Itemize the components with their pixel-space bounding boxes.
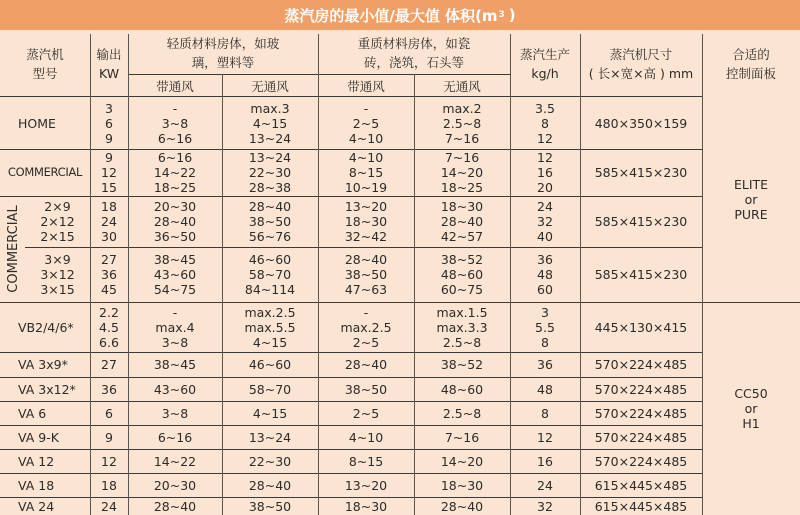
output-cell-line: 36 <box>101 267 117 282</box>
steam-cell-line: 12 <box>537 150 553 165</box>
light-novent-cell-line: 28~38 <box>248 180 292 195</box>
dimensions-cell <box>580 377 702 401</box>
header-output <box>90 34 128 94</box>
output-cell-line: 6 <box>105 405 113 421</box>
title-superscript: 3 <box>498 10 505 20</box>
heavy-novent-cell-line: 2.5~8 <box>442 334 482 350</box>
output-cell-line: 18 <box>101 199 117 214</box>
light-vent-cell <box>128 449 222 473</box>
output-cell <box>90 196 128 247</box>
heavy-vent-cell-line: max.2.5 <box>340 319 392 335</box>
header-control-panel <box>702 34 800 94</box>
heavy-novent-cell-line: 2.5~8 <box>442 405 482 421</box>
header-control-panel-line: 控制面板 <box>725 66 776 81</box>
steam-cell <box>510 149 580 196</box>
steam-cell-line: 8 <box>541 115 549 131</box>
dimensions-cell-line: 615×445×485 <box>594 498 688 514</box>
heavy-vent-cell-line: 4~10 <box>348 429 384 445</box>
light-vent-cell-line: - <box>172 304 178 320</box>
model-cell-line: COMMERCIAL <box>7 165 83 179</box>
dimensions-cell <box>580 97 702 149</box>
dimensions-cell <box>580 149 702 196</box>
heavy-novent-cell-line: 7~16 <box>444 150 480 165</box>
light-novent-cell <box>222 149 318 196</box>
output-cell <box>90 149 128 196</box>
light-novent-cell <box>222 302 318 352</box>
header-output-line: 输出 <box>96 47 122 62</box>
output-cell-line: 30 <box>101 229 117 244</box>
light-vent-cell <box>128 196 222 247</box>
model-cell <box>0 149 90 196</box>
light-vent-cell-line: 14~22 <box>153 453 197 469</box>
model-cell <box>25 247 90 302</box>
header-heavy-material-line: 砖，浇筑，石头等 <box>363 55 464 70</box>
light-vent-cell-line: 54~75 <box>153 282 197 297</box>
steam-cell-line: 60 <box>537 282 553 297</box>
steam-cell-line: 36 <box>537 252 553 267</box>
heavy-vent-cell <box>318 247 414 302</box>
dimensions-cell <box>580 196 702 247</box>
dimensions-cell <box>580 449 702 473</box>
header-light-material <box>128 34 318 72</box>
light-novent-cell <box>222 497 318 515</box>
heavy-vent-cell-line: 13~20 <box>344 199 388 214</box>
light-vent-cell <box>128 425 222 449</box>
commercial-vertical-label: COMMERCIAL <box>6 205 21 293</box>
heavy-novent-cell <box>414 352 510 377</box>
light-vent-cell-line: 43~60 <box>153 381 197 397</box>
light-vent-cell <box>128 97 222 149</box>
heavy-vent-cell-line: 8~15 <box>348 165 384 180</box>
light-vent-cell-line: 6~16 <box>157 150 193 165</box>
light-novent-cell-line: 4~15 <box>252 405 288 421</box>
light-novent-cell-line: 28~40 <box>248 199 292 214</box>
heavy-novent-cell <box>414 247 510 302</box>
header-subdivider <box>128 74 510 75</box>
title-close: ) <box>508 6 516 24</box>
dimensions-cell <box>580 425 702 449</box>
light-novent-cell-line: 46~60 <box>248 252 292 267</box>
steam-cell <box>510 97 580 149</box>
column-divider <box>702 34 703 515</box>
dimensions-cell <box>580 473 702 497</box>
heavy-novent-cell-line: 48~60 <box>440 267 484 282</box>
model-cell-line: VB2/4/6* <box>18 319 74 335</box>
model-cell-line: VA 18 <box>18 477 55 493</box>
header-heavy-material-line: 重质材料房体，如瓷 <box>357 36 471 51</box>
header-steam-production-line: 蒸汽生产 <box>519 47 570 62</box>
steam-cell-line: 20 <box>537 180 553 195</box>
light-novent-cell-line: 38~50 <box>248 498 292 514</box>
model-cell-line: VA 9-K <box>18 429 59 445</box>
light-novent-cell <box>222 377 318 401</box>
dimensions-cell <box>580 247 702 302</box>
panel-cc50-h1 <box>702 302 800 515</box>
steam-cell <box>510 196 580 247</box>
dimensions-cell-line: 570×224×485 <box>594 453 688 469</box>
light-novent-cell <box>222 247 318 302</box>
model-cell-line: VA 6 <box>18 405 47 421</box>
heavy-vent-cell-line: 28~40 <box>344 252 388 267</box>
heavy-novent-cell-line: max.3.3 <box>436 319 488 335</box>
light-novent-cell-line: 58~70 <box>248 381 292 397</box>
model-cell-line: 3×15 <box>40 282 75 297</box>
heavy-novent-cell <box>414 449 510 473</box>
output-cell <box>90 449 128 473</box>
light-novent-cell-line: 58~70 <box>248 267 292 282</box>
steam-cell-line: 16 <box>537 453 553 469</box>
light-vent-cell <box>128 377 222 401</box>
column-divider <box>580 34 581 515</box>
steam-cell-line: 48 <box>537 381 553 397</box>
heavy-vent-cell <box>318 196 414 247</box>
steam-cell-line: 16 <box>537 165 553 180</box>
output-cell <box>90 352 128 377</box>
dimensions-cell-line: 445×130×415 <box>594 319 688 335</box>
header-control-panel-line: 合适的 <box>732 47 770 62</box>
output-cell-line: 24 <box>101 498 117 514</box>
steam-cell-line: 8 <box>541 334 549 350</box>
heavy-novent-cell-line: 18~30 <box>440 477 484 493</box>
light-novent-cell <box>222 97 318 149</box>
light-vent-cell-line: 36~50 <box>153 229 197 244</box>
heavy-novent-cell-line: 38~52 <box>440 252 484 267</box>
sub-column-divider <box>414 74 415 515</box>
steam-cell <box>510 302 580 352</box>
heavy-vent-cell <box>318 352 414 377</box>
light-novent-cell-line: 84~114 <box>244 282 296 297</box>
panel-elite-pure-line: PURE <box>734 206 768 222</box>
heavy-novent-cell-line: 2.5~8 <box>442 115 482 131</box>
light-novent-cell-line: 4~15 <box>252 115 288 131</box>
heavy-vent-cell <box>318 149 414 196</box>
light-novent-cell <box>222 352 318 377</box>
heavy-vent-cell-line: 2~5 <box>352 334 380 350</box>
heavy-vent-cell-line: - <box>363 304 369 320</box>
light-novent-cell-line: 56~76 <box>248 229 292 244</box>
light-novent-cell-line: 13~24 <box>248 429 292 445</box>
model-cell-line: VA 24 <box>18 498 55 514</box>
heavy-novent-cell-line: 60~75 <box>440 282 484 297</box>
title-text: 蒸汽房的最小值/最大值 体积(m <box>284 6 498 25</box>
output-cell-line: 36 <box>101 381 117 397</box>
steam-cell <box>510 497 580 515</box>
steam-cell-line: 24 <box>537 199 553 214</box>
dimensions-cell <box>580 497 702 515</box>
heavy-novent-cell-line: 18~30 <box>440 199 484 214</box>
model-cell-line: 2×15 <box>40 229 75 244</box>
header-vent-2-line: 带通风 <box>347 78 385 94</box>
header-novent-3 <box>414 76 510 96</box>
heavy-vent-cell <box>318 473 414 497</box>
header-light-material-line: 璃，塑料等 <box>191 55 255 70</box>
light-novent-cell <box>222 449 318 473</box>
steam-cell-line: 5.5 <box>535 319 555 335</box>
heavy-vent-cell-line: 47~63 <box>344 282 388 297</box>
heavy-novent-cell-line: max.2 <box>442 100 482 116</box>
header-dimensions <box>580 34 702 94</box>
header-vent-0-line: 带通风 <box>156 78 194 94</box>
steam-cell-line: 36 <box>537 357 553 372</box>
light-novent-cell <box>222 425 318 449</box>
steam-cell-line: 12 <box>537 429 553 445</box>
sub-column-divider <box>222 74 223 515</box>
heavy-vent-cell <box>318 302 414 352</box>
steam-cell-line: 12 <box>537 130 553 146</box>
output-cell <box>90 497 128 515</box>
steam-cell-line: 40 <box>537 229 553 244</box>
light-novent-cell <box>222 401 318 425</box>
light-vent-cell <box>128 473 222 497</box>
heavy-novent-cell-line: 7~16 <box>444 130 480 146</box>
light-vent-cell-line: 3~8 <box>161 405 189 421</box>
model-cell-line: VA 3x9* <box>18 357 68 372</box>
heavy-vent-cell-line: 8~15 <box>348 453 384 469</box>
dimensions-cell-line: 585×415×230 <box>594 267 688 282</box>
heavy-vent-cell-line: 28~40 <box>344 357 388 372</box>
heavy-vent-cell-line: 32~42 <box>344 229 388 244</box>
model-cell-line: 3×9 <box>44 252 71 267</box>
dimensions-cell-line: 570×224×485 <box>594 357 688 372</box>
steam-cell-line: 48 <box>537 267 553 282</box>
light-vent-cell <box>128 302 222 352</box>
output-cell <box>90 302 128 352</box>
heavy-novent-cell-line: 48~60 <box>440 381 484 397</box>
heavy-novent-cell <box>414 302 510 352</box>
header-dimensions-line: ( 长×宽×高 ) mm <box>588 66 694 81</box>
output-cell-line: 24 <box>101 214 117 229</box>
output-cell-line: 15 <box>101 180 117 195</box>
light-vent-cell <box>128 497 222 515</box>
output-cell-line: 12 <box>101 165 117 180</box>
output-cell <box>90 425 128 449</box>
output-cell-line: 9 <box>105 130 113 146</box>
light-vent-cell <box>128 401 222 425</box>
header-steam-production <box>510 34 580 94</box>
header-output-line: KW <box>98 66 120 81</box>
heavy-vent-cell <box>318 401 414 425</box>
light-vent-cell-line: 28~40 <box>153 498 197 514</box>
light-vent-cell-line: 20~30 <box>153 199 197 214</box>
light-vent-cell-line: 14~22 <box>153 165 197 180</box>
light-vent-cell-line: 6~16 <box>157 130 193 146</box>
column-divider <box>90 34 91 515</box>
output-cell-line: 6.6 <box>99 334 119 350</box>
model-cell <box>25 196 90 247</box>
dimensions-cell <box>580 302 702 352</box>
output-cell-line: 18 <box>101 477 117 493</box>
light-vent-cell <box>128 247 222 302</box>
light-vent-cell-line: 18~25 <box>153 180 197 195</box>
panel-cc50-h1-line: H1 <box>742 416 760 431</box>
steam-cell <box>510 473 580 497</box>
heavy-novent-cell <box>414 97 510 149</box>
light-novent-cell <box>222 473 318 497</box>
heavy-vent-cell-line: 4~10 <box>348 150 384 165</box>
heavy-vent-cell <box>318 97 414 149</box>
dimensions-cell <box>580 401 702 425</box>
heavy-novent-cell-line: 42~57 <box>440 229 484 244</box>
steam-cell <box>510 401 580 425</box>
model-cell-line: VA 12 <box>18 453 55 469</box>
header-model-line: 型号 <box>32 66 58 81</box>
heavy-novent-cell-line: 28~40 <box>440 498 484 514</box>
table-title <box>0 0 800 30</box>
header-novent-1 <box>222 76 318 96</box>
header-dimensions-line: 蒸汽机尺寸 <box>609 47 673 62</box>
light-vent-cell-line: 20~30 <box>153 477 197 493</box>
column-divider <box>128 34 129 515</box>
heavy-novent-cell <box>414 401 510 425</box>
heavy-vent-cell-line: 18~30 <box>344 498 388 514</box>
column-divider <box>510 34 511 515</box>
header-model-line: 蒸汽机 <box>26 47 64 62</box>
light-novent-cell-line: 38~50 <box>248 214 292 229</box>
header-heavy-material <box>318 34 510 72</box>
header-steam-production-line: kg/h <box>531 66 559 81</box>
model-cell-line: 3×12 <box>40 267 75 282</box>
output-cell <box>90 473 128 497</box>
panel-cc50-h1-line: CC50 <box>734 386 768 401</box>
heavy-novent-cell <box>414 149 510 196</box>
heavy-vent-cell <box>318 449 414 473</box>
light-novent-cell <box>222 196 318 247</box>
output-cell-line: 2.2 <box>99 304 119 320</box>
output-cell-line: 12 <box>101 453 117 469</box>
heavy-vent-cell-line: 13~20 <box>344 477 388 493</box>
model-cell-line: HOME <box>18 115 56 131</box>
dimensions-cell <box>580 352 702 377</box>
panel-elite-pure-line: ELITE <box>733 176 769 192</box>
output-cell <box>90 377 128 401</box>
dimensions-cell-line: 480×350×159 <box>594 115 688 131</box>
steam-cell-line: 8 <box>541 405 549 421</box>
steam-cell-line: 3.5 <box>535 100 555 116</box>
light-novent-cell-line: 46~60 <box>248 357 292 372</box>
panel-elite-pure-line: or <box>744 191 758 207</box>
steam-cell <box>510 425 580 449</box>
heavy-vent-cell-line: 2~5 <box>352 115 380 131</box>
light-novent-cell-line: 4~15 <box>252 334 288 350</box>
heavy-novent-cell-line: 18~25 <box>440 180 484 195</box>
output-cell-line: 6 <box>105 115 113 131</box>
dimensions-cell-line: 615×445×485 <box>594 477 688 493</box>
heavy-vent-cell-line: 18~30 <box>344 214 388 229</box>
output-cell-line: 45 <box>101 282 117 297</box>
model-cell-line: 2×12 <box>40 214 75 229</box>
light-vent-cell-line: 38~45 <box>153 357 197 372</box>
heavy-vent-cell-line: 10~19 <box>344 180 388 195</box>
heavy-vent-cell <box>318 497 414 515</box>
dimensions-cell-line: 585×415×230 <box>594 214 688 229</box>
model-cell-line: 2×9 <box>44 199 71 214</box>
output-cell <box>90 97 128 149</box>
output-cell-line: 9 <box>105 429 113 445</box>
output-cell-line: 27 <box>101 357 117 372</box>
heavy-vent-cell <box>318 377 414 401</box>
heavy-novent-cell-line: 14~20 <box>440 453 484 469</box>
output-cell-line: 3 <box>105 100 113 116</box>
output-cell-line: 27 <box>101 252 117 267</box>
heavy-novent-cell <box>414 377 510 401</box>
light-novent-cell-line: 28~40 <box>248 477 292 493</box>
output-cell-line: 4.5 <box>99 319 119 335</box>
light-vent-cell-line: - <box>172 100 178 116</box>
steam-cell-line: 3 <box>541 304 549 320</box>
steam-cell <box>510 377 580 401</box>
light-novent-cell-line: 13~24 <box>248 150 292 165</box>
output-cell <box>90 401 128 425</box>
steam-cell <box>510 247 580 302</box>
heavy-novent-cell-line: max.1.5 <box>436 304 488 320</box>
header-novent-3-line: 无通风 <box>443 78 481 94</box>
heavy-novent-cell-line: 28~40 <box>440 214 484 229</box>
light-vent-cell-line: 28~40 <box>153 214 197 229</box>
dimensions-cell-line: 570×224×485 <box>594 405 688 421</box>
heavy-vent-cell-line: 38~50 <box>344 381 388 397</box>
heavy-novent-cell-line: 14~20 <box>440 165 484 180</box>
light-vent-cell-line: 43~60 <box>153 267 197 282</box>
heavy-vent-cell-line: 2~5 <box>352 405 380 421</box>
model-cell-line: VA 3x12* <box>18 381 76 397</box>
heavy-novent-cell-line: 7~16 <box>444 429 480 445</box>
output-cell-line: 9 <box>105 150 113 165</box>
light-vent-cell-line: 3~8 <box>161 334 189 350</box>
light-vent-cell-line: 6~16 <box>157 429 193 445</box>
dimensions-cell-line: 570×224×485 <box>594 429 688 445</box>
light-vent-cell <box>128 149 222 196</box>
light-novent-cell-line: 22~30 <box>248 165 292 180</box>
panel-cc50-h1-line: or <box>744 401 758 416</box>
light-novent-cell-line: max.3 <box>250 100 290 116</box>
dimensions-cell-line: 585×415×230 <box>594 165 688 180</box>
steam-cell <box>510 352 580 377</box>
light-vent-cell <box>128 352 222 377</box>
output-cell <box>90 247 128 302</box>
heavy-novent-cell <box>414 473 510 497</box>
heavy-novent-cell <box>414 425 510 449</box>
header-novent-1-line: 无通风 <box>251 78 289 94</box>
steam-cell <box>510 449 580 473</box>
light-novent-cell-line: max.5.5 <box>244 319 296 335</box>
header-vent-2 <box>318 76 414 96</box>
header-model <box>0 34 90 94</box>
light-vent-cell-line: max.4 <box>155 319 195 335</box>
steam-cell-line: 24 <box>537 477 553 493</box>
heavy-vent-cell-line: 38~50 <box>344 267 388 282</box>
heavy-vent-cell-line: 4~10 <box>348 130 384 146</box>
light-vent-cell-line: 38~45 <box>153 252 197 267</box>
heavy-vent-cell-line: - <box>363 100 369 116</box>
header-vent-0 <box>128 76 222 96</box>
light-novent-cell-line: max.2.5 <box>244 304 296 320</box>
light-vent-cell-line: 3~8 <box>161 115 189 131</box>
dimensions-cell-line: 570×224×485 <box>594 381 688 397</box>
heavy-vent-cell <box>318 425 414 449</box>
heavy-novent-cell <box>414 497 510 515</box>
column-divider <box>318 34 319 515</box>
heavy-novent-cell-line: 38~52 <box>440 357 484 372</box>
light-novent-cell-line: 13~24 <box>248 130 292 146</box>
steam-cell-line: 32 <box>537 498 553 514</box>
steam-cell-line: 32 <box>537 214 553 229</box>
light-novent-cell-line: 22~30 <box>248 453 292 469</box>
panel-divider <box>702 302 800 303</box>
heavy-novent-cell <box>414 196 510 247</box>
header-light-material-line: 轻质材料房体，如玻 <box>166 36 280 51</box>
panel-elite-pure <box>702 96 800 302</box>
